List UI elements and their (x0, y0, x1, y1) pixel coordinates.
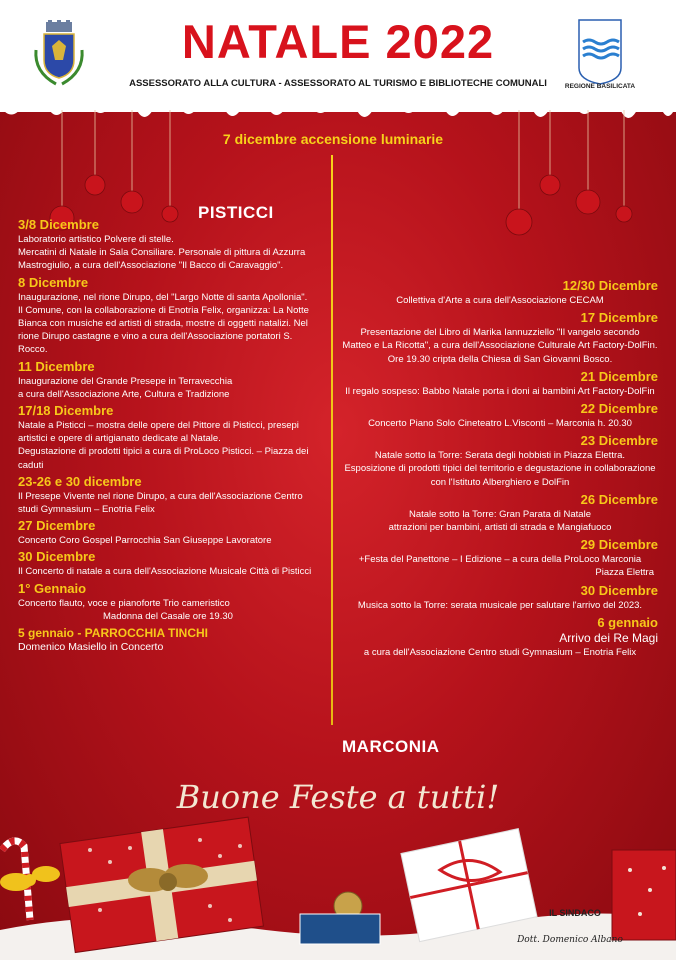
event-line: Musica sotto la Torre: serata musicale per salutare l'arrivo del 2023. (357, 599, 643, 611)
event-line: Concerto Piano Solo Cineteatro L.Visconti – Marconia h. 20.30 (368, 418, 632, 430)
event-item (342, 433, 658, 489)
event-line: studi Gymnasium – Enotria Felix (18, 504, 155, 516)
page-title: NATALE 2022 (181, 15, 495, 68)
event-line: Bianca con musiche ed artisti di strada, mostre di oggetti natalizi. Nel (18, 318, 308, 330)
event-line: Laboratorio artistico Polvere di stelle. (18, 234, 174, 245)
event-line: Il Concerto di natale a cura dell'Associazione Musicale Città di Pisticci (18, 566, 312, 578)
event-date: 1° Gennaio (18, 580, 87, 596)
event-line: Arrivo dei Re Magi (559, 630, 658, 645)
event-line: Mastrogiulio, a cura dell'Associazione "Il Bacco di Caravaggio". (18, 260, 284, 272)
event-line: Piazza Elettra (595, 567, 654, 579)
event-date: 26 Dicembre (580, 491, 658, 507)
event-line: Il Comune, con la collaborazione di Enotria Felix, organizza: La Notte (18, 304, 309, 316)
event-line: Mercatini di Natale in Sala Consiliare. Personale di pittura di Azzurra (18, 247, 306, 259)
event-date: 5 gennaio - PARROCCHIA TINCHI (18, 626, 209, 641)
event-date: 3/8 Dicembre (18, 217, 99, 232)
event-item (18, 217, 323, 273)
event-line: con l'Istituto Alberghiero e DolFin (430, 476, 570, 488)
event-date: 12/30 Dicembre (562, 278, 658, 293)
signature-name: Dott. Domenico Albano (517, 935, 623, 945)
event-line: Esposizione di prodotti tipici del territorio e degustazione in collaborazione (344, 463, 656, 475)
event-item (342, 278, 658, 307)
event-item (18, 549, 323, 578)
event-line: Collettiva d'Arte a cura dell'Associazione CECAM (396, 295, 604, 306)
event-line: Ore 19.30 cripta della Chiesa di San Giovanni Bosco. (387, 353, 613, 365)
event-item (18, 625, 323, 654)
signature-role: IL SINDACO (549, 908, 601, 918)
pisticci-events (18, 217, 323, 654)
event-item (18, 581, 323, 623)
event-line: attrazioni per bambini, artisti di strada e Mangiafuoco (388, 522, 612, 534)
town-heading-pisticci: PISTICCI (198, 203, 274, 222)
event-date: 8 Dicembre (18, 274, 89, 290)
event-item (18, 275, 323, 357)
region-label: REGIONE BASILICATA (564, 83, 636, 90)
event-item (342, 310, 658, 366)
column-divider (331, 155, 333, 725)
event-line: Domenico Masiello in Concerto (18, 641, 164, 654)
event-line: a cura dell'Associazione Arte, Cultura e Tradizione (18, 388, 230, 400)
event-line: Madonna del Casale ore 19.30 (103, 610, 233, 622)
event-line: rione Dirupo castagne e vino a cura dell'Associazione portatori S. (18, 331, 293, 343)
event-date: 23 Dicembre (580, 433, 658, 449)
event-line: Degustazione di prodotti tipici a cura di ProLoco Pisticci. – Piazza dei (18, 446, 309, 458)
event-date: 30 Dicembre (18, 549, 96, 565)
event-item (342, 537, 658, 579)
event-line: Il regalo sospeso: Babbo Natale porta i doni ai bambini Art Factory-DolFin (345, 385, 655, 397)
event-item (342, 492, 658, 534)
event-date: 17/18 Dicembre (18, 403, 114, 419)
page-subtitle: ASSESSORATO ALLA CULTURA - ASSESSORATO AL TURISMO E BIBLIOTECHE COMUNALI (129, 78, 547, 89)
event-line: a cura dell'Associazione Centro studi Gymnasium – Enotria Felix (363, 646, 637, 658)
event-line: Il Presepe Vivente nel rione Dirupo, a cura dell'Associazione Centro (18, 490, 303, 502)
event-item (342, 615, 658, 659)
event-line: Presentazione del Libro di Marika Iannuzziello "Il vangelo secondo (360, 327, 640, 339)
greeting-text: Buone Feste a tutti! (176, 778, 500, 816)
luminarie-headline: 7 dicembre accensione luminarie (222, 131, 444, 147)
event-line: caduti (18, 459, 44, 471)
event-line: Natale a Pisticci – mostra delle opere del Pittore di Pisticci, presepi (18, 420, 299, 432)
event-line: +Festa del Panettone – I Edizione – a cura della ProLoco Marconia (358, 554, 642, 566)
event-date: 27 Dicembre (18, 518, 96, 534)
event-date: 11 Dicembre (18, 358, 95, 374)
event-line: Concerto Coro Gospel Parrocchia San Giuseppe Lavoratore (18, 535, 272, 547)
town-heading-marconia: MARCONIA (342, 737, 440, 756)
event-date: 21 Dicembre (580, 368, 658, 384)
marconia-events (342, 278, 658, 659)
event-date: 22 Dicembre (580, 401, 658, 417)
event-date: 6 gennaio (597, 614, 658, 630)
event-item (18, 474, 323, 516)
event-item (18, 359, 323, 401)
event-line: Matteo e La Ricotta", a cura dell'Associazione Culturale Art Factory-DolFin. (342, 340, 658, 352)
event-line: Natale sotto la Torre: Serata degli hobbisti in Piazza Elettra. (374, 450, 626, 462)
event-item (342, 401, 658, 430)
event-item (342, 583, 658, 612)
event-date: 23-26 e 30 dicembre (18, 473, 142, 489)
event-line: Inaugurazione, nel rione Dirupo, del "Largo Notte di santa Apollonia". (18, 291, 308, 303)
event-line: Concerto flauto, voce e pianoforte Trio cameristico (18, 597, 230, 609)
event-item (18, 403, 323, 472)
event-line: Rocco. (18, 344, 48, 356)
event-item (18, 518, 323, 547)
event-line: Natale sotto la Torre: Gran Parata di Natale (408, 508, 591, 520)
event-date: 30 Dicembre (580, 582, 658, 598)
event-item (342, 369, 658, 398)
event-line: Inaugurazione del Grande Presepe in Terravecchia (18, 375, 233, 387)
event-date: 17 Dicembre (580, 310, 658, 326)
event-date: 29 Dicembre (580, 537, 658, 553)
event-line: artistici e opere di artigianato dedicate al Natale. (18, 433, 221, 445)
